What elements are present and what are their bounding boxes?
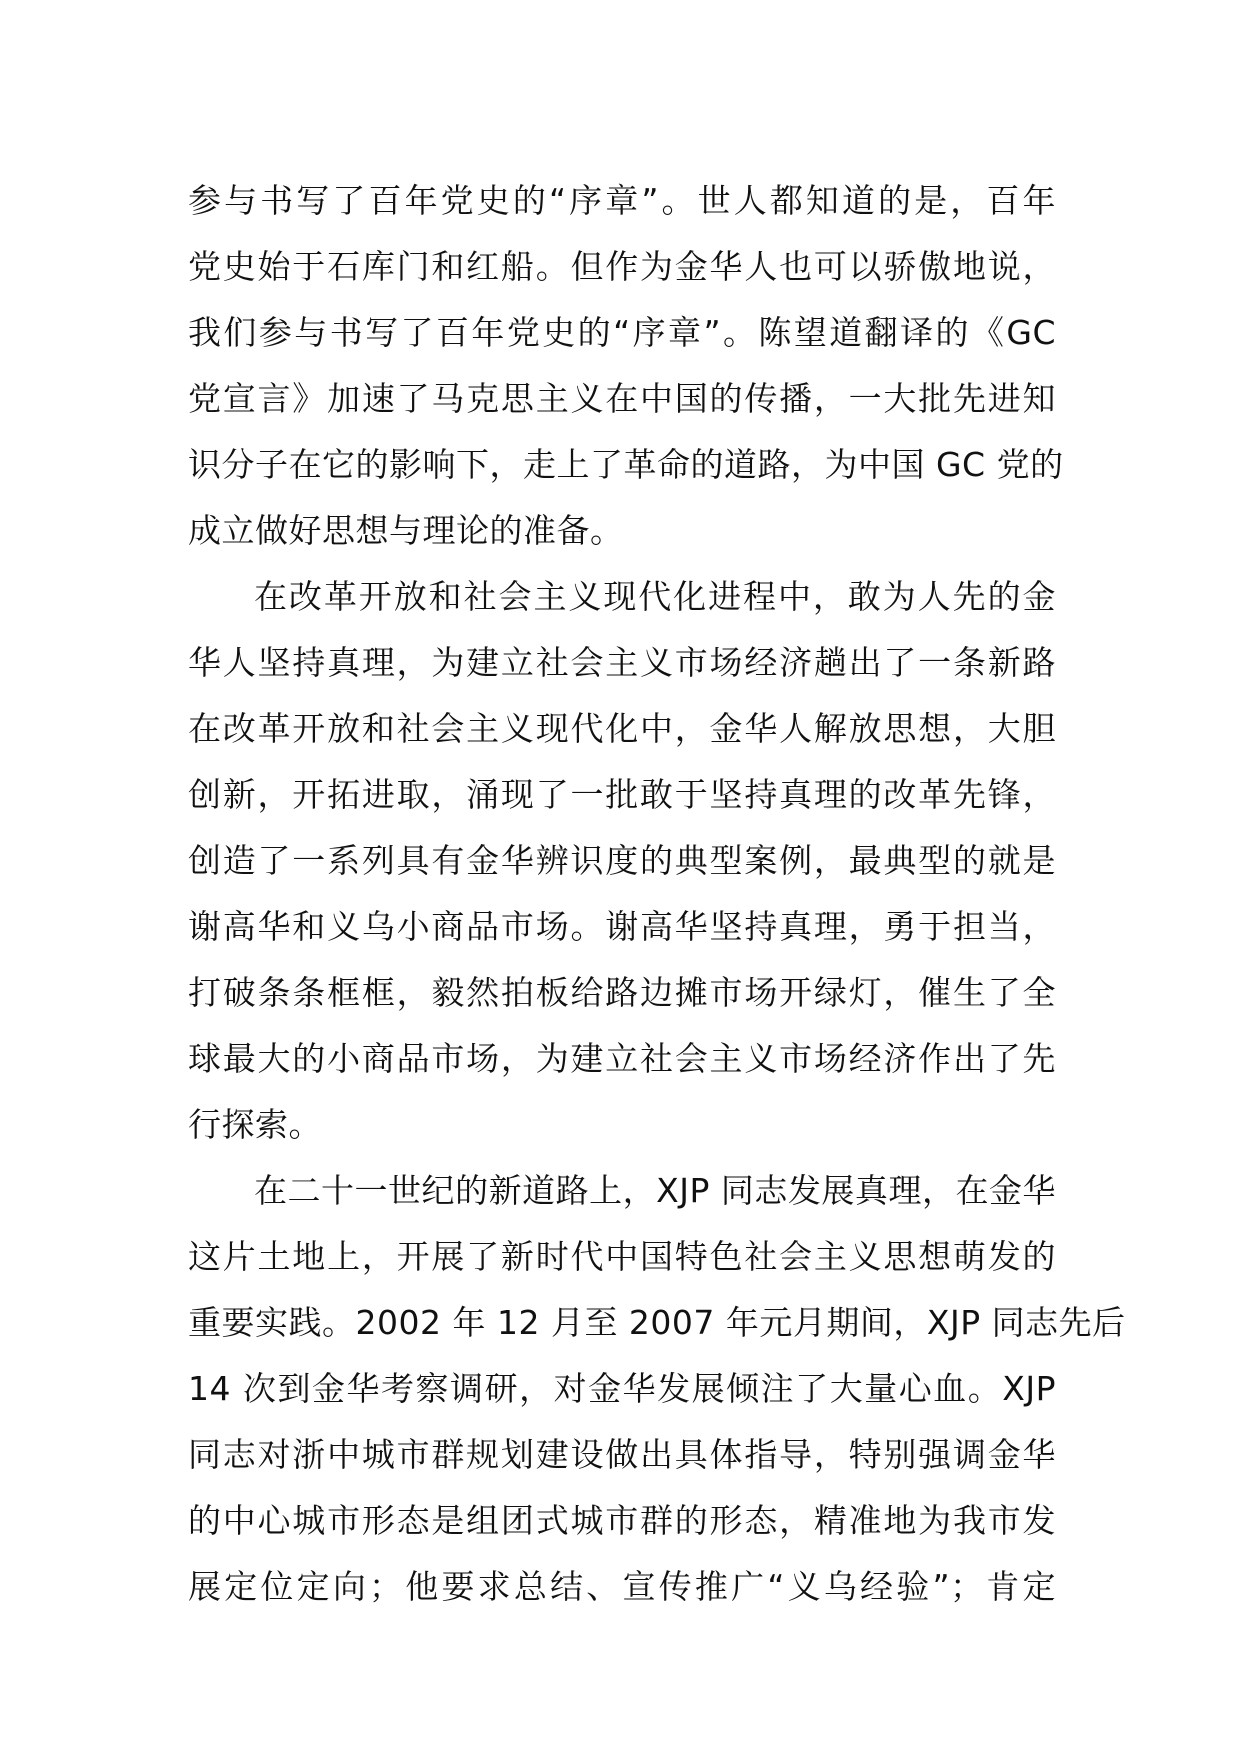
text-line: 14 次到金华考察调研，对金华发展倾注了大量心血。XJP	[188, 1369, 1056, 1408]
text-line: 打破条条框框，毅然拍板给路边摊市场开绿灯，催生了全	[188, 973, 1056, 1012]
text-line: 展定位定向；他要求总结、宣传推广“义乌经验”；肯定	[188, 1567, 1056, 1606]
text-line: 的中心城市形态是组团式城市群的形态，精准地为我市发	[188, 1501, 1056, 1540]
text-line: 成立做好思想与理论的准备。	[188, 511, 624, 550]
text-line: 在改革开放和社会主义现代化中，金华人解放思想，大胆	[188, 709, 1056, 748]
text-line: 创新，开拓进取，涌现了一批敢于坚持真理的改革先锋，	[188, 775, 1056, 814]
text-line: 我们参与书写了百年党史的“序章”。陈望道翻译的《GC	[188, 313, 1056, 352]
text-line: 党史始于石库门和红船。但作为金华人也可以骄傲地说，	[188, 247, 1056, 286]
text-line: 识分子在它的影响下，走上了革命的道路，为中国 GC 党的	[188, 445, 1064, 484]
text-line: 在改革开放和社会主义现代化进程中，敢为人先的金	[254, 577, 1056, 616]
text-line: 这片土地上，开展了新时代中国特色社会主义思想萌发的	[188, 1237, 1056, 1276]
text-line: 创造了一系列具有金华辨识度的典型案例，最典型的就是	[188, 841, 1056, 880]
text-line: 在二十一世纪的新道路上，XJP 同志发展真理，在金华	[254, 1171, 1056, 1210]
text-line: 同志对浙中城市群规划建设做出具体指导，特别强调金华	[188, 1435, 1056, 1474]
text-line: 党宣言》加速了马克思主义在中国的传播，一大批先进知	[188, 379, 1056, 418]
body-text	[188, 168, 1126, 1620]
text-line: 重要实践。2002 年 12 月至 2007 年元月期间，XJP 同志先后	[188, 1303, 1126, 1342]
text-line: 球最大的小商品市场，为建立社会主义市场经济作出了先	[188, 1039, 1056, 1078]
text-line: 谢高华和义乌小商品市场。谢高华坚持真理，勇于担当，	[188, 907, 1056, 946]
text-line: 行探索。	[188, 1105, 322, 1144]
text-line: 华人坚持真理，为建立社会主义市场经济趟出了一条新路	[188, 643, 1056, 682]
text-line: 参与书写了百年党史的“序章”。世人都知道的是，百年	[188, 181, 1056, 220]
